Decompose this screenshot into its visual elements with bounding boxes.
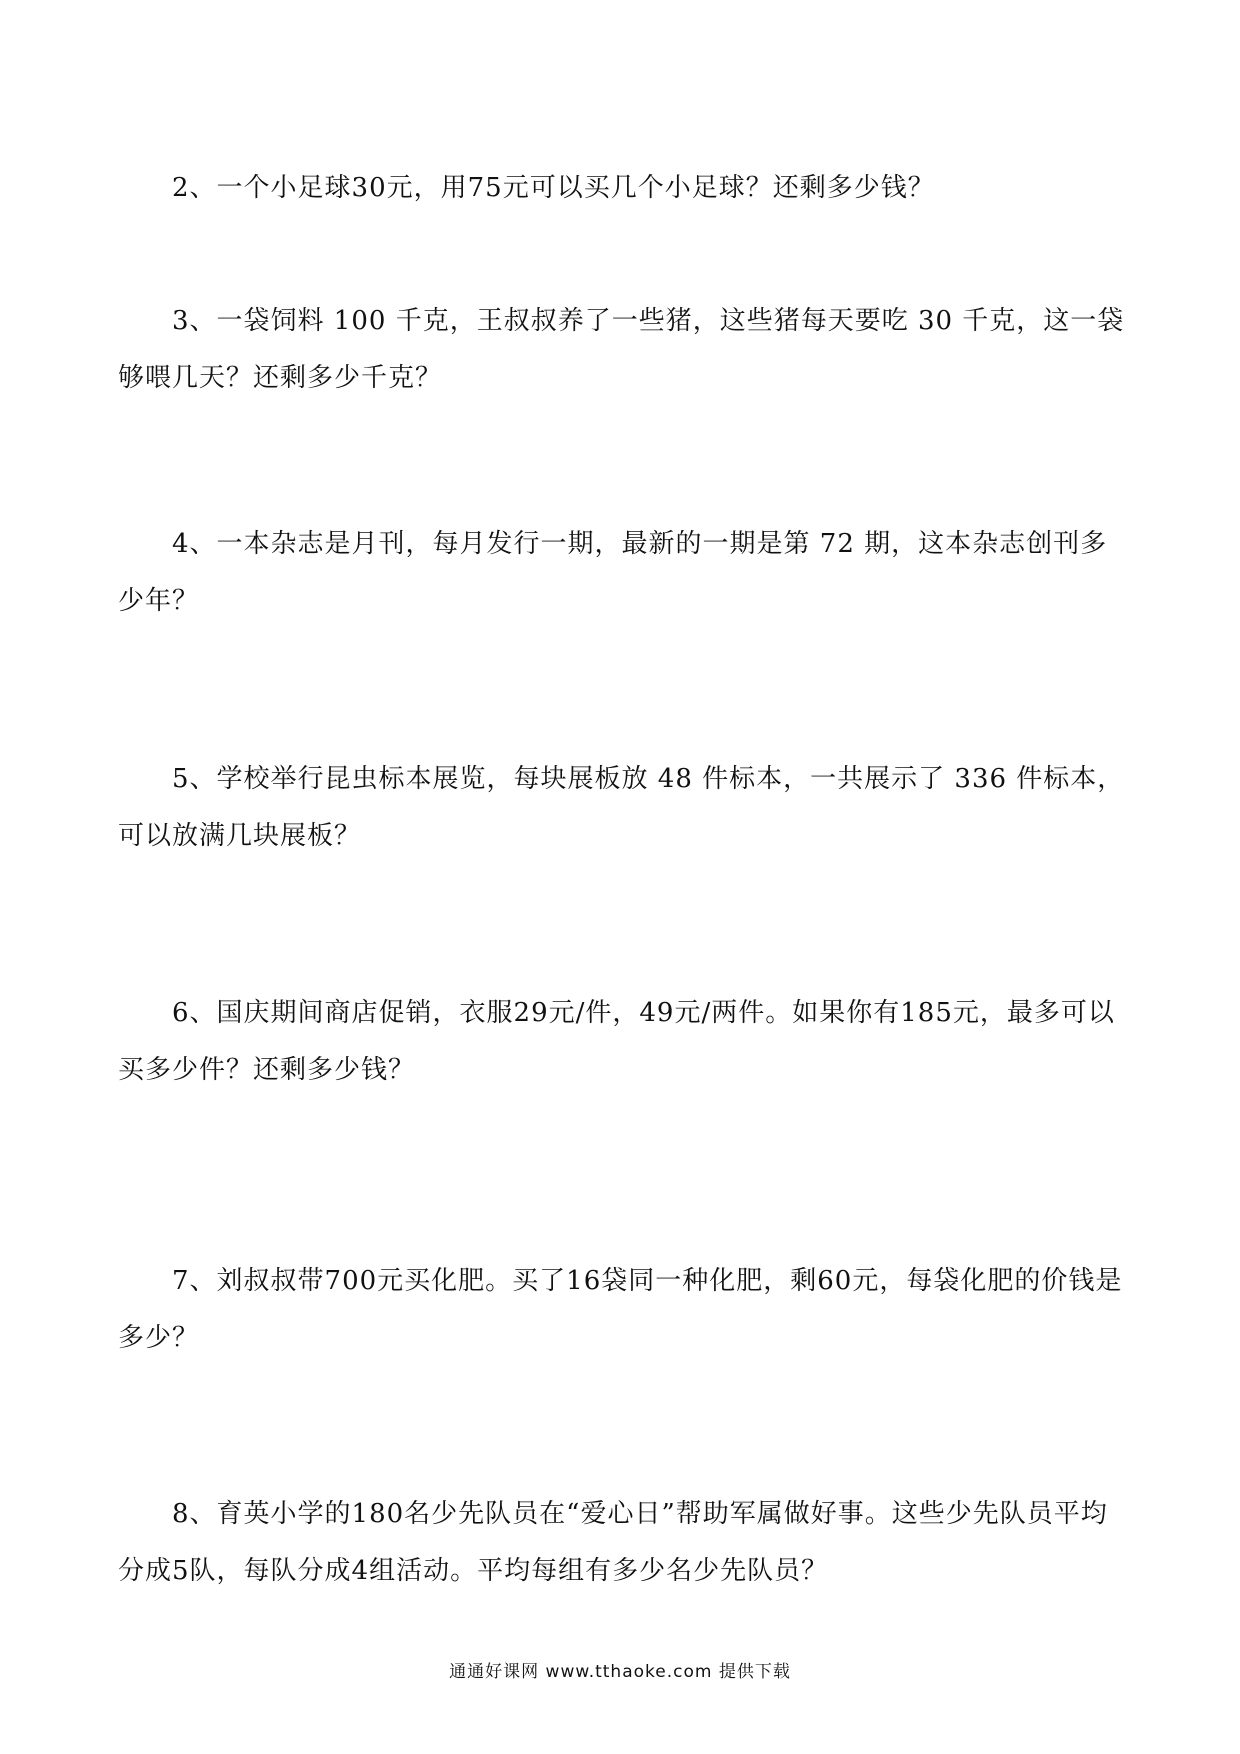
problem-2: 2、一个小足球30元，用75元可以买几个小足球？还剩多少钱？ bbox=[172, 173, 935, 203]
problem-7: 7、刘叔叔带700元买化肥。买了16袋同一种化肥，剩60元，每袋化肥的价钱是多少？ bbox=[118, 1266, 1123, 1353]
problem-6: 6、国庆期间商店促销，衣服29元/件，49元/两件。如果你有185元，最多可以买多少件？还剩多少钱？ bbox=[118, 998, 1115, 1085]
page-footer: 通通好课网 www.tthaoke.com 提供下载 bbox=[449, 1662, 791, 1682]
problem-4: 4、一本杂志是月刊，每月发行一期，最新的一期是第 72 期，这本杂志创刊多少年？ bbox=[118, 529, 1108, 616]
problem-5: 5、学校举行昆虫标本展览，每块展板放 48 件标本，一共展示了 336 件标本，可以放满几块展板？ bbox=[118, 764, 1125, 851]
problem-3: 3、一袋饲料 100 千克，王叔叔养了一些猪，这些猪每天要吃 30 千克，这一袋够喂几天？还剩多少千克？ bbox=[118, 306, 1125, 393]
problem-8: 8、育英小学的180名少先队员在“爱心日”帮助军属做好事。这些少先队员平均分成5队，每队分成4组活动。平均每组有多少名少先队员？ bbox=[118, 1499, 1108, 1586]
